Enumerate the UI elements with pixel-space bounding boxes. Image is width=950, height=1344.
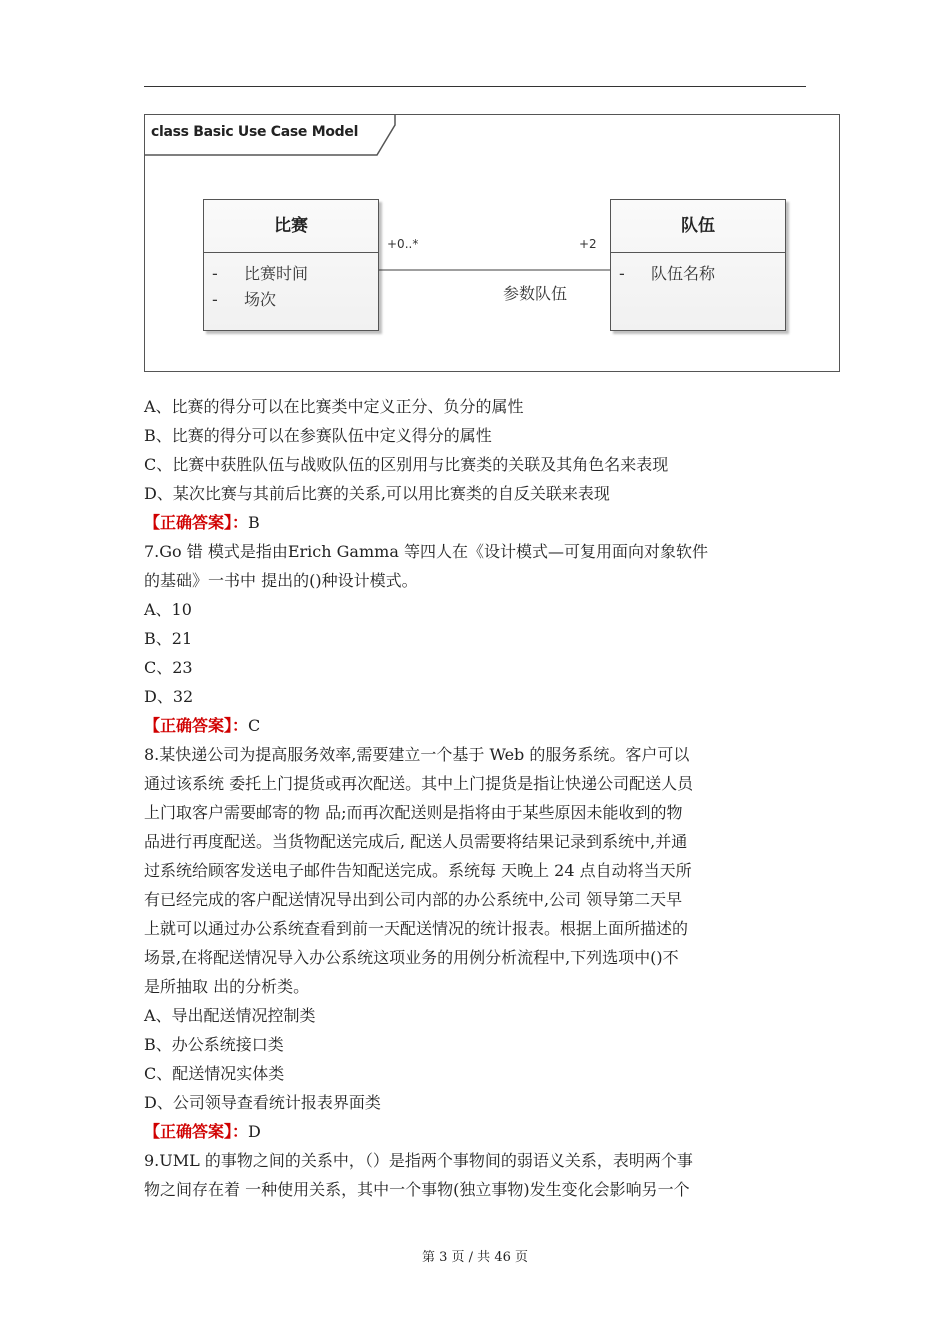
q7-option-b: B、21 bbox=[144, 629, 193, 648]
uml-class-diagram bbox=[144, 114, 840, 372]
q7-option-a: A、10 bbox=[144, 600, 192, 619]
header-rule bbox=[144, 86, 806, 87]
q8-line-7: 上就可以通过办公系统查看到前一天配送情况的统计报表。根据上面所描述的 bbox=[144, 919, 689, 938]
q8-option-a: A、导出配送情况控制类 bbox=[144, 1006, 316, 1025]
q6-option-b: B、比赛的得分可以在参赛队伍中定义得分的属性 bbox=[144, 426, 492, 445]
q7-option-c: C、23 bbox=[144, 658, 193, 677]
association-role: 参数队伍 bbox=[503, 284, 568, 303]
q6-option-c: C、比赛中获胜队伍与战败队伍的区别用与比赛类的关联及其角色名来表现 bbox=[144, 455, 669, 474]
class-team-name: 队伍 bbox=[611, 200, 785, 253]
q8-option-d: D、公司领导查看统计报表界面类 bbox=[144, 1093, 381, 1112]
q8-line-6: 有已经完成的客户配送情况导出到公司内部的办公系统中,公司 领导第二天早 bbox=[144, 890, 683, 909]
question-text bbox=[144, 392, 844, 1204]
frame-title: class Basic Use Case Model bbox=[151, 124, 359, 140]
q8-line-9: 是所抽取 出的分析类。 bbox=[144, 977, 310, 996]
q6-option-d: D、某次比赛与其前后比赛的关系,可以用比赛类的自反关联来表现 bbox=[144, 484, 610, 503]
q6-answer: 【正确答案】：B bbox=[144, 513, 260, 532]
q8-line-3: 上门取客户需要邮寄的物 品;而再次配送则是指将由于某些原因未能收到的物 bbox=[144, 803, 683, 822]
class-team-attr-name: - 队伍名称 bbox=[619, 264, 716, 283]
multiplicity-left: +0..* bbox=[387, 237, 419, 251]
page-footer: 第 3 页 / 共 46 页 bbox=[422, 1250, 528, 1265]
multiplicity-right: +2 bbox=[579, 237, 597, 251]
q8-option-b: B、办公系统接口类 bbox=[144, 1035, 284, 1054]
q7-answer: 【正确答案】：C bbox=[144, 716, 261, 735]
class-match bbox=[203, 199, 379, 331]
q6-option-a: A、比赛的得分可以在比赛类中定义正分、负分的属性 bbox=[144, 397, 524, 416]
q8-line-1: 8.某快递公司为提高服务效率,需要建立一个基于 Web 的服务系统。客户可以 bbox=[144, 745, 690, 764]
q9-line-2: 物之间存在着 一种使用关系，其中一个事物(独立事物)发生变化会影响另一个 bbox=[144, 1180, 690, 1199]
q8-option-c: C、配送情况实体类 bbox=[144, 1064, 285, 1083]
class-match-attr-time: - 比赛时间 bbox=[212, 264, 309, 283]
q7-line-2: 的基础》一书中 提出的()种设计模式。 bbox=[144, 571, 418, 590]
class-team bbox=[610, 199, 786, 331]
class-match-attr-round: - 场次 bbox=[212, 290, 277, 309]
class-match-name: 比赛 bbox=[204, 200, 378, 253]
q8-line-5: 过系统给顾客发送电子邮件告知配送完成。系统每 天晚上 24 点自动将当天所 bbox=[144, 861, 692, 880]
q9-line-1: 9.UML 的事物之间的关系中，（）是指两个事物间的弱语义关系，表明两个事 bbox=[144, 1151, 693, 1170]
q7-option-d: D、32 bbox=[144, 687, 194, 706]
q8-answer: 【正确答案】：D bbox=[144, 1122, 261, 1141]
q8-line-4: 品进行再度配送。当货物配送完成后, 配送人员需要将结果记录到系统中,并通 bbox=[144, 832, 688, 851]
q8-line-8: 场景,在将配送情况导入办公系统这项业务的用例分析流程中,下列选项中()不 bbox=[144, 948, 679, 967]
q8-line-2: 通过该系统 委托上门提货或再次配送。其中上门提货是指让快递公司配送人员 bbox=[144, 774, 694, 793]
q7-line-1: 7.Go 错 模式是指由Erich Gamma 等四人在《设计模式—可复用面向对象软件 bbox=[144, 542, 708, 561]
